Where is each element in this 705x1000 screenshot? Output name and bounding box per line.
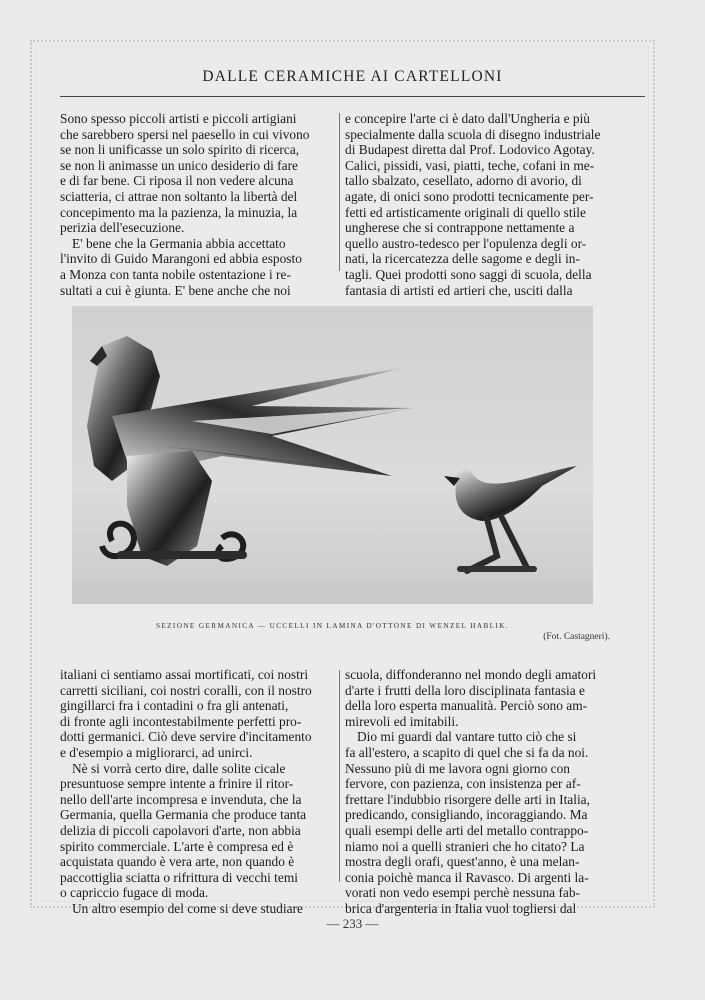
text-line: dotti germanici. Ciò deve servire d'incitamento	[60, 729, 312, 745]
text-line: presuntuose sempre intente a frinire il ritor-	[60, 776, 294, 792]
page-number: — 233 —	[326, 916, 379, 931]
text-line: fervore, con pazienza, con insistenza per af-	[345, 776, 581, 792]
column-divider	[339, 670, 340, 882]
running-title: DALLE CERAMICHE AI CARTELLONI	[202, 68, 503, 85]
text-line: fantasia di artisti ed artieri che, usciti dalla	[345, 282, 573, 298]
text-line: ungherese che si contrappone nettamente a	[345, 220, 575, 236]
text-line: nello dell'arte incompresa e invenduta, che la	[60, 791, 302, 807]
text-line: fetti ed artisticamente originali di quello stile	[345, 204, 586, 220]
text-line: di fronte agli incontestabilmente perfetti pro-	[60, 713, 302, 729]
text-line: d'arte i frutti della loro disciplinata fantasia e	[345, 682, 586, 698]
text-line: quali esempi delle arti del metallo contrappo-	[345, 822, 589, 838]
text-line: agate, di onici sono prodotti tecnicamente per-	[345, 188, 594, 204]
figure-caption: SEZIONE GERMANICA — UCCELLI IN LAMINA D'OTTONE DI WENZEL HABLIK.	[155, 622, 510, 630]
bottom-right-column	[345, 667, 621, 917]
text-line: brica d'argenteria in Italia vuol togliersi dal	[345, 900, 577, 916]
text-line: e concepire l'arte ci è dato dall'Ungheria e più	[345, 111, 590, 126]
text-line: perizia dell'esecuzione.	[60, 220, 185, 236]
bird-sculptures-photo	[72, 306, 593, 604]
text-line: predicando, consigliando, incoraggiando. Ma	[345, 807, 588, 823]
text-line: gingillarci fra i contadini o fra gli antenati,	[60, 698, 289, 714]
text-line: e di far bene. Ci riposa il non vedere alcuna	[60, 173, 294, 189]
text-line: o capriccio fugace di moda.	[60, 885, 209, 901]
text-line: della loro esperta manualità. Perciò sono am-	[345, 698, 588, 714]
text-line: italiani ci sentiamo assai mortificati, coi nostri	[60, 667, 309, 682]
top-right-column	[345, 111, 621, 298]
text-line: Un altro esempio del come si deve studiare	[72, 900, 303, 916]
text-line: l'invito di Guido Marangoni ed abbia esposto	[60, 251, 302, 267]
text-line: paccottiglia sciatta o rifrittura di vecchi temi	[60, 869, 298, 885]
text-line: e d'esempio a migliorarci, ad unirci.	[60, 744, 253, 760]
text-line: che sarebbero spersi nel paesello in cui vivono	[60, 126, 310, 142]
text-line: a Monza con tanta nobile ostentazione i re-	[60, 266, 291, 282]
text-line: fa all'estero, a scapito di quel che si fa da noi.	[345, 744, 589, 760]
text-line: quello austro-tedesco per l'opulenza degli or-	[345, 235, 587, 251]
text-line: sultati a cui è giunta. E' bene anche che noi	[60, 282, 291, 298]
text-line: scuola, diffonderanno nel mondo degli amatori	[345, 667, 597, 682]
text-line: se non li unificasse un solo spirito di ricerca,	[60, 142, 300, 158]
top-left-column	[60, 111, 332, 298]
text-line: conia poichè manca il Ravasco. Di argenti la-	[345, 869, 589, 885]
text-line: mirevoli ed imitabili.	[345, 713, 459, 729]
text-line: spirito commerciale. L'arte è compresa ed è	[60, 838, 294, 854]
text-line: nati, la ricercatezza delle sagome e degli in-	[345, 251, 580, 267]
photo-credit: (Fot. Castagneri).	[543, 632, 610, 642]
text-line: Nè si vorrà certo dire, dalle solite cicale	[72, 760, 286, 776]
bottom-left-column	[60, 667, 332, 917]
text-line: carretti siciliani, coi nostri coralli, con il nostro	[60, 682, 312, 698]
text-line: delizia di piccoli capolavori d'arte, non abbia	[60, 822, 301, 838]
text-line: Dio mi guardi dal vantare tutto ciò che si	[357, 729, 577, 745]
text-line: Germania, quella Germania che produce tanta	[60, 807, 307, 823]
text-line: Nessuno più di me lavora ogni giorno con	[345, 760, 570, 776]
column-divider	[339, 113, 340, 271]
text-line: niamo noi a quelli stranieri che ho citato? La	[345, 838, 585, 854]
header-rule	[60, 96, 645, 97]
text-line: tagli. Quei prodotti sono saggi di scuola, della	[345, 266, 592, 282]
text-line: vorati non vedo esempi perchè nessuna fab-	[345, 885, 580, 901]
text-line: Sono spesso piccoli artisti e piccoli artigiani	[60, 111, 297, 126]
text-line: mostra degli orafi, quest'anno, è una melan-	[345, 854, 580, 870]
text-line: se non li animasse un unico desiderio di fare	[60, 157, 298, 173]
text-line: specialmente dalla scuola di disegno industriale	[345, 126, 601, 142]
text-line: acquistata quando è vera arte, non quando è	[60, 854, 295, 870]
text-line: sciatteria, ci attrae non soltanto la libertà del	[60, 188, 298, 204]
text-line: frettare l'indubbio risorgere delle arti in Italia,	[345, 791, 590, 807]
text-line: E' bene che la Germania abbia accettato	[72, 235, 286, 251]
text-line: Calici, pissidi, vasi, piatti, teche, cofani in me-	[345, 157, 595, 173]
text-line: concepimento ma la pazienza, la minuzia, la	[60, 204, 298, 220]
text-line: di Budapest diretta dal Prof. Lodovico Agotay.	[345, 142, 595, 158]
text-line: tallo sbalzato, cesellato, adorno di avorio, di	[345, 173, 582, 189]
